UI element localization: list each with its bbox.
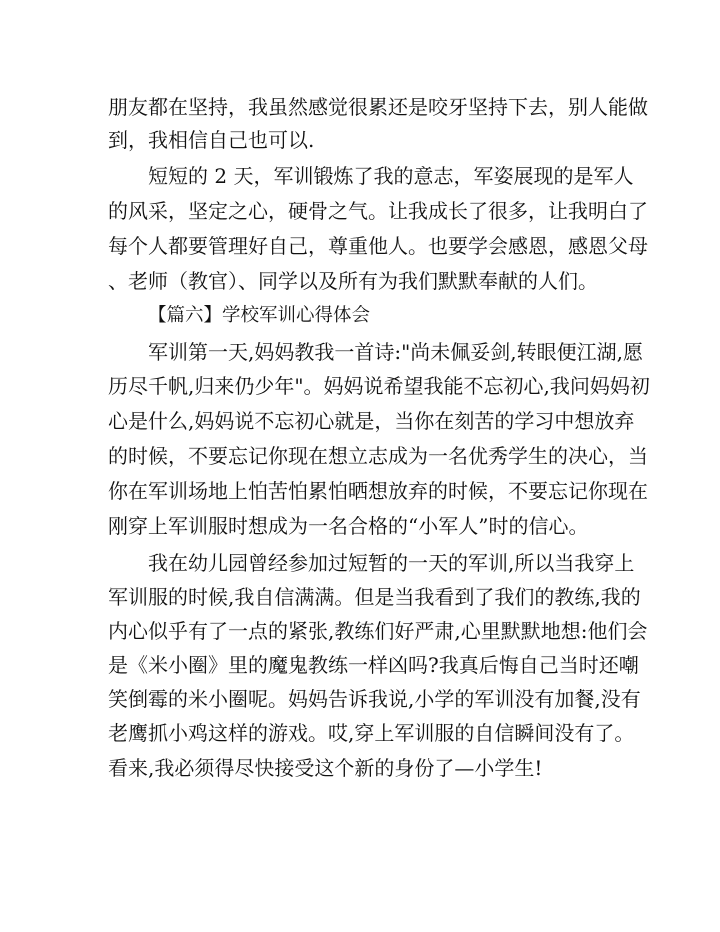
text-line: 刚穿上军训服时想成为一名合格的“小军人”时的信心。 [108,514,589,538]
text-line: 军训第一天,妈妈教我一首诗:"尚未佩妥剑,转眼便江湖,愿 [148,340,644,364]
text-line: 军训服的时候,我自信满满。但是当我看到了我们的教练,我的 [108,585,641,609]
text-line: 是《米小圈》里的魔鬼教练一样凶吗?我真后悔自己当时还嘲 [108,653,639,677]
text-line: 你在军训场地上怕苦怕累怕晒想放弃的时候，不要忘记你现在 [108,479,648,503]
text-line: 的风采，坚定之心，硬骨之气。让我成长了很多，让我明白了 [108,199,648,223]
text-line: 老鹰抓小鸡这样的游戏。哎,穿上军训服的自信瞬间没有了。 [108,721,635,745]
text-line: 、老师（教官）、同学以及所有为我们默默奉献的人们。 [108,269,598,293]
text-line: 笑倒霉的米小圈呢。妈妈告诉我说,小学的军训没有加餐,没有 [108,687,641,711]
text-line: 内心似乎有了一点的紧张,教练们好严肃,心里默默地想:他们会 [108,619,648,643]
text-line: 看来,我必须得尽快接受这个新的身份了—小学生! [108,756,543,780]
text-line: 心是什么,妈妈说不忘初心就是，当你在刻苦的学习中想放弃 [108,409,635,433]
text-line: 朋友都在坚持，我虽然感觉很累还是咬牙坚持下去，别人能做 [108,95,648,119]
text-line: 我在幼儿园曾经参加过短暂的一天的军训,所以当我穿上 [148,551,635,575]
text-line: 到，我相信自己也可以. [108,128,315,152]
text-line: 历尽千帆,归来仍少年"。妈妈说希望我能不忘初心,我问妈妈初 [108,374,650,398]
text-line: 每个人都要管理好自己，尊重他人。也要学会感恩，感恩父母 [108,234,648,258]
text-line: 短短的 2 天，军训锻炼了我的意志，军姿展现的是军人 [148,164,634,188]
text-line: 的时候，不要忘记你现在想立志成为一名优秀学生的决心，当 [108,444,648,468]
section-heading: 【篇六】学校军训心得体会 [148,305,371,326]
